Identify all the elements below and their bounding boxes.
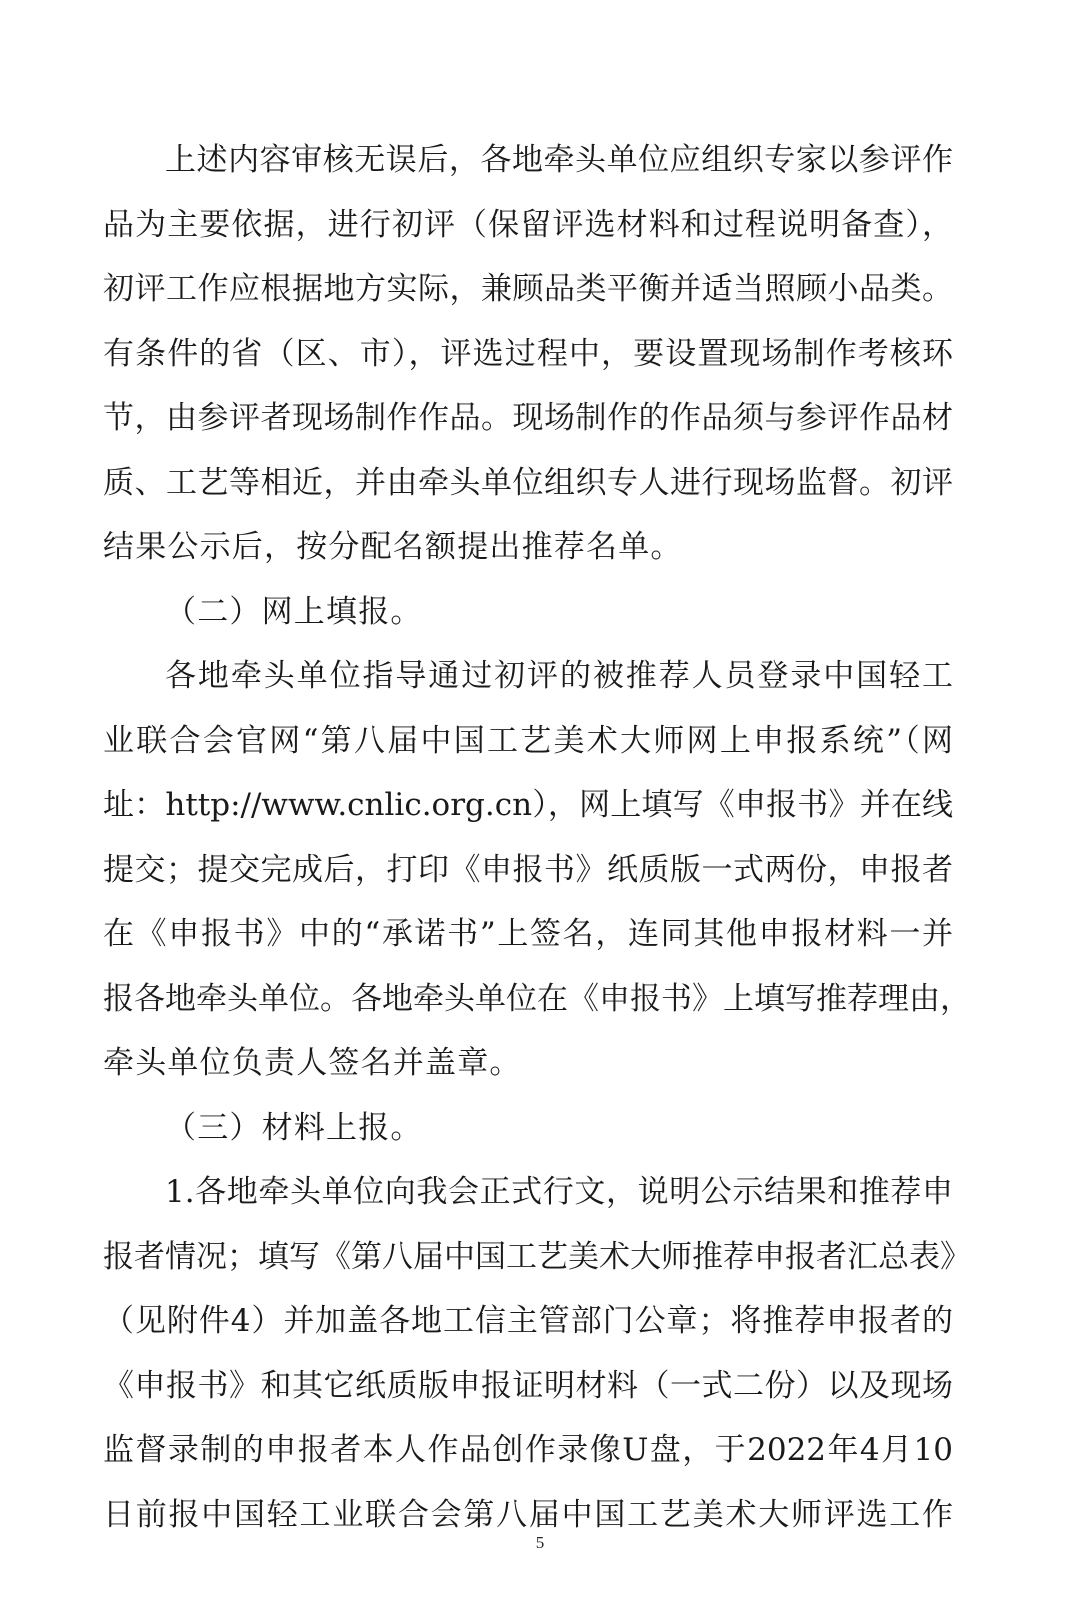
text-line: 日前报中国轻工业联合会第八届中国工艺美术大师评选工作: [103, 1496, 953, 1533]
text-line: 初评工作应根据地方实际，兼顾品类平衡并适当照顾小品类。: [103, 271, 953, 307]
section-heading: （三）材料上报。: [165, 1109, 423, 1146]
text-line: 上述内容审核无误后，各地牵头单位应组织专家以参评作: [165, 142, 953, 178]
text-line: 有条件的省（区、市），评选过程中，要设置现场制作考核环: [103, 335, 953, 372]
text-line: 质、工艺等相近，并由牵头单位组织专人进行现场监督。初评: [103, 464, 953, 501]
text-line: 牵头单位负责人签名并盖章。: [103, 1045, 522, 1081]
text-line: 节，由参评者现场制作作品。现场制作的作品须与参评作品材: [103, 400, 953, 436]
text-line: （见附件4）并加盖各地工信主管部门公章；将推荐申报者的: [103, 1303, 953, 1339]
text-line: 1.各地牵头单位向我会正式行文，说明公示结果和推荐申: [165, 1174, 953, 1210]
section-heading: （二）网上填报。: [165, 593, 423, 630]
text-line: 报各地牵头单位。各地牵头单位在《申报书》上填写推荐理由，: [103, 980, 971, 1017]
text-line: 品为主要依据，进行初评（保留评选材料和过程说明备查），: [103, 206, 953, 243]
text-line: 《申报书》和其它纸质版申报证明材料（一式二份）以及现场: [103, 1367, 953, 1404]
text-line: 各地牵头单位指导通过初评的被推荐人员登录中国轻工: [165, 658, 953, 694]
text-line: 提交；提交完成后，打印《申报书》纸质版一式两份，申报者: [103, 851, 953, 888]
document-body: [103, 128, 971, 1547]
text-line: 在《申报书》中的“承诺书”上签名，连同其他申报材料一并: [103, 916, 953, 952]
text-line: 址：http://www.cnlic.org.cn），网上填写《申报书》并在线: [103, 787, 953, 823]
text-line: 结果公示后，按分配名额提出推荐名单。: [103, 529, 683, 565]
text-line: 业联合会官网“第八届中国工艺美术大师网上申报系统”（网: [103, 722, 953, 759]
text-line: 报者情况；填写《第八届中国工艺美术大师推荐申报者汇总表》: [103, 1238, 971, 1275]
text-line: 监督录制的申报者本人作品创作录像U盘，于2022年4月10: [103, 1432, 953, 1468]
page-number: 5: [535, 1533, 545, 1552]
